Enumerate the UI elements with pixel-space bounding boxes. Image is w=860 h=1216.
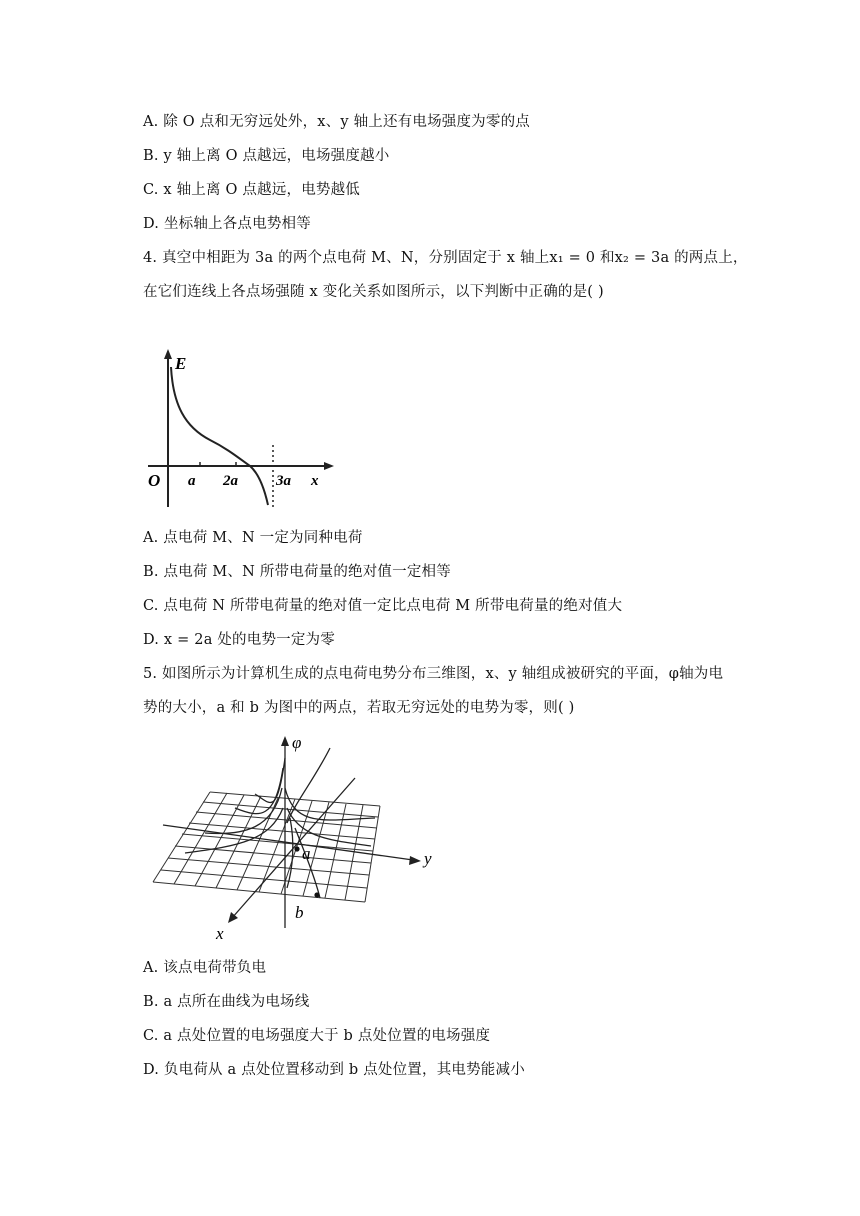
q3-option-b: B. y 轴上离 O 点越远，电场强度越小: [143, 148, 390, 164]
q4-stem-line-2: 在它们连线上各点场强随 x 变化关系如图所示，以下判断中正确的是( ): [143, 284, 604, 300]
q3-option-a: A. 除 O 点和无穷远处外，x、y 轴上还有电场强度为零的点: [143, 114, 530, 130]
q5-option-c: C. a 点处位置的电场强度大于 b 点处位置的电场强度: [143, 1028, 491, 1044]
q3-option-d: D. 坐标轴上各点电势相等: [143, 216, 311, 232]
q4-option-c: C. 点电荷 N 所带电荷量的绝对值一定比点电荷 M 所带电荷量的绝对值大: [143, 598, 623, 614]
e-field-curve: [171, 367, 268, 505]
q4-x-axis-label: x: [311, 473, 319, 489]
q5-stem-line-2: 势的大小，a 和 b 为图中的两点，若取无穷远处的电势为零，则( ): [143, 700, 575, 716]
q4-origin-label: O: [148, 471, 161, 490]
q5-stem-line-1: 5. 如图所示为计算机生成的点电荷电势分布三维图，x、y 轴组成被研究的平面，φ轴为电: [143, 666, 724, 682]
q5-point-b-label: b: [295, 903, 304, 922]
q5-option-a: A. 该点电荷带负电: [143, 960, 267, 976]
q5-x-axis-label: x: [216, 924, 224, 943]
q5-potential-3d-figure: [145, 728, 445, 943]
q5-option-b: B. a 点所在曲线为电场线: [143, 994, 310, 1010]
point-b-marker: [314, 892, 319, 897]
q5-phi-axis-label: φ: [292, 733, 302, 752]
point-a-marker: [294, 846, 299, 851]
q5-point-a-label: a: [302, 844, 311, 863]
q4-option-d: D. x = 2a 处的电势一定为零: [143, 632, 335, 648]
q4-field-graph: [140, 345, 340, 515]
q4-y-axis-label: E: [175, 354, 187, 373]
q4-stem-line-1: 4. 真空中相距为 3a 的两个点电荷 M、N，分别固定于 x 轴上x₁ = 0 和x₂ = 3a 的两点上，: [143, 250, 748, 266]
q4-tick-2a-label: 2a: [223, 473, 238, 489]
q4-tick-a-label: a: [188, 473, 196, 489]
q4-tick-3a-label: 3a: [276, 473, 291, 489]
q4-option-b: B. 点电荷 M、N 所带电荷量的绝对值一定相等: [143, 564, 451, 580]
q5-y-axis-label: y: [424, 849, 432, 868]
q3-option-c: C. x 轴上离 O 点越远，电势越低: [143, 182, 360, 198]
q5-option-d: D. 负电荷从 a 点处位置移动到 b 点处位置，其电势能减小: [143, 1062, 525, 1078]
q4-option-a: A. 点电荷 M、N 一定为同种电荷: [143, 530, 363, 546]
